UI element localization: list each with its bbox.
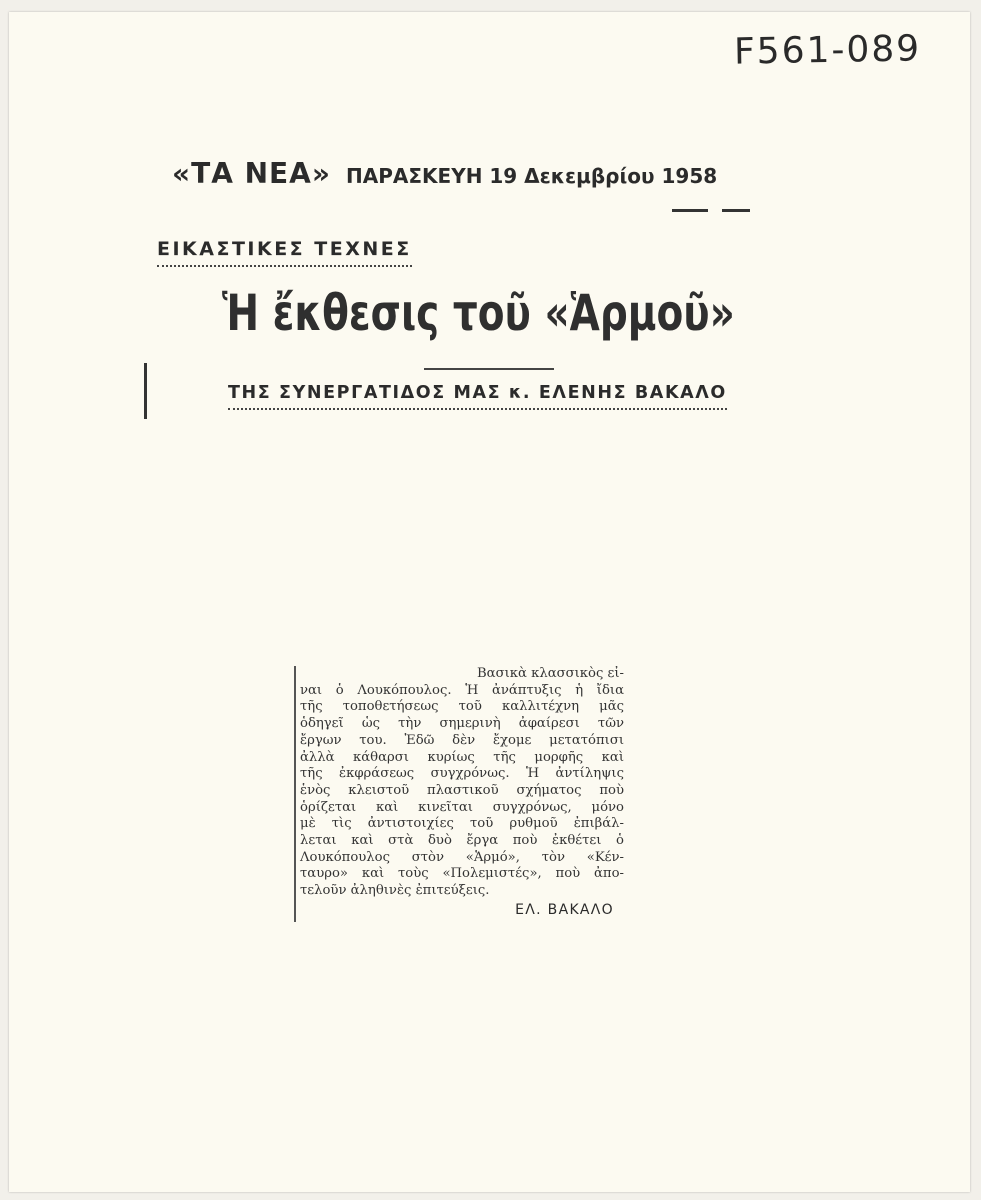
- newspaper-name: «ΤΑ ΝΕΑ»: [172, 157, 331, 190]
- article-line: τῆς τοποθετήσεως τοῦ καλλιτέχνη μᾶς: [300, 699, 624, 715]
- publication-date: ΠΑΡΑΣΚΕΥΗ 19 Δεκεμβρίου 1958: [346, 164, 718, 188]
- article-line: τῆς ἐκφράσεως συγχρόνως. Ἡ ἀντίληψις: [300, 766, 624, 782]
- article-line: ἀλλὰ κάθαρσι κυρίως τῆς μορφῆς καὶ: [300, 749, 624, 765]
- masthead: [172, 157, 772, 190]
- section-heading: ΕΙΚΑΣΤΙΚΕΣ ΤΕΧΝΕΣ: [157, 238, 412, 267]
- article-line: ὁδηγεῖ ὡς τὴν σημερινὴ ἀφαίρεσι τῶν: [300, 716, 624, 732]
- article-body: [294, 666, 628, 934]
- article-line: ἔργων του. Ἐδῶ δὲν ἔχομε μετατόπισι: [300, 732, 624, 748]
- article-line: Βασικὰ κλασσικὸς εἰ-: [476, 666, 624, 681]
- article-line: ταυρο» καὶ τοὺς «Πολεμιστές», ποὺ ἀπο-: [300, 866, 624, 882]
- article-line: τελοῦν ἀληθινὲς ἐπιτεύξεις.: [300, 883, 490, 899]
- column-rule: [294, 666, 296, 922]
- article-headline: Ἡ ἔκθεσις τοῦ «Ἁρμοῦ»: [222, 284, 735, 342]
- margin-rule: [144, 363, 147, 419]
- masthead-rule: [722, 209, 750, 212]
- article-line: ναι ὁ Λουκόπουλος. Ἡ ἀνάπτυξις ἡ ἴδια: [300, 682, 624, 698]
- archive-reference-number: F561-089: [733, 28, 922, 73]
- masthead-rule: [672, 209, 708, 212]
- article-line: ἑνὸς κλειστοῦ πλαστικοῦ σχήματος ποὺ: [300, 782, 624, 798]
- article-line: Λουκόπουλος στὸν «Ἁρμό», τὸν «Κέν-: [300, 849, 624, 865]
- article-line: μὲ τὶς ἀντιστοιχίες τοῦ ρυθμοῦ ἐπιβάλ-: [300, 816, 624, 832]
- article-text: [300, 666, 624, 900]
- headline-underline: [424, 368, 554, 370]
- article-signature: ΕΛ. ΒΑΚΑΛΟ: [515, 902, 614, 918]
- article-byline: ΤΗΣ ΣΥΝΕΡΓΑΤΙΔΟΣ ΜΑΣ κ. ΕΛΕΝΗΣ ΒΑΚΑΛΟ: [228, 383, 727, 410]
- article-line: λεται καὶ στὰ δυὸ ἔργα ποὺ ἐκθέτει ὁ: [300, 833, 624, 849]
- article-line: ὁρίζεται καὶ κινεῖται συγχρόνως, μόνο: [300, 799, 624, 815]
